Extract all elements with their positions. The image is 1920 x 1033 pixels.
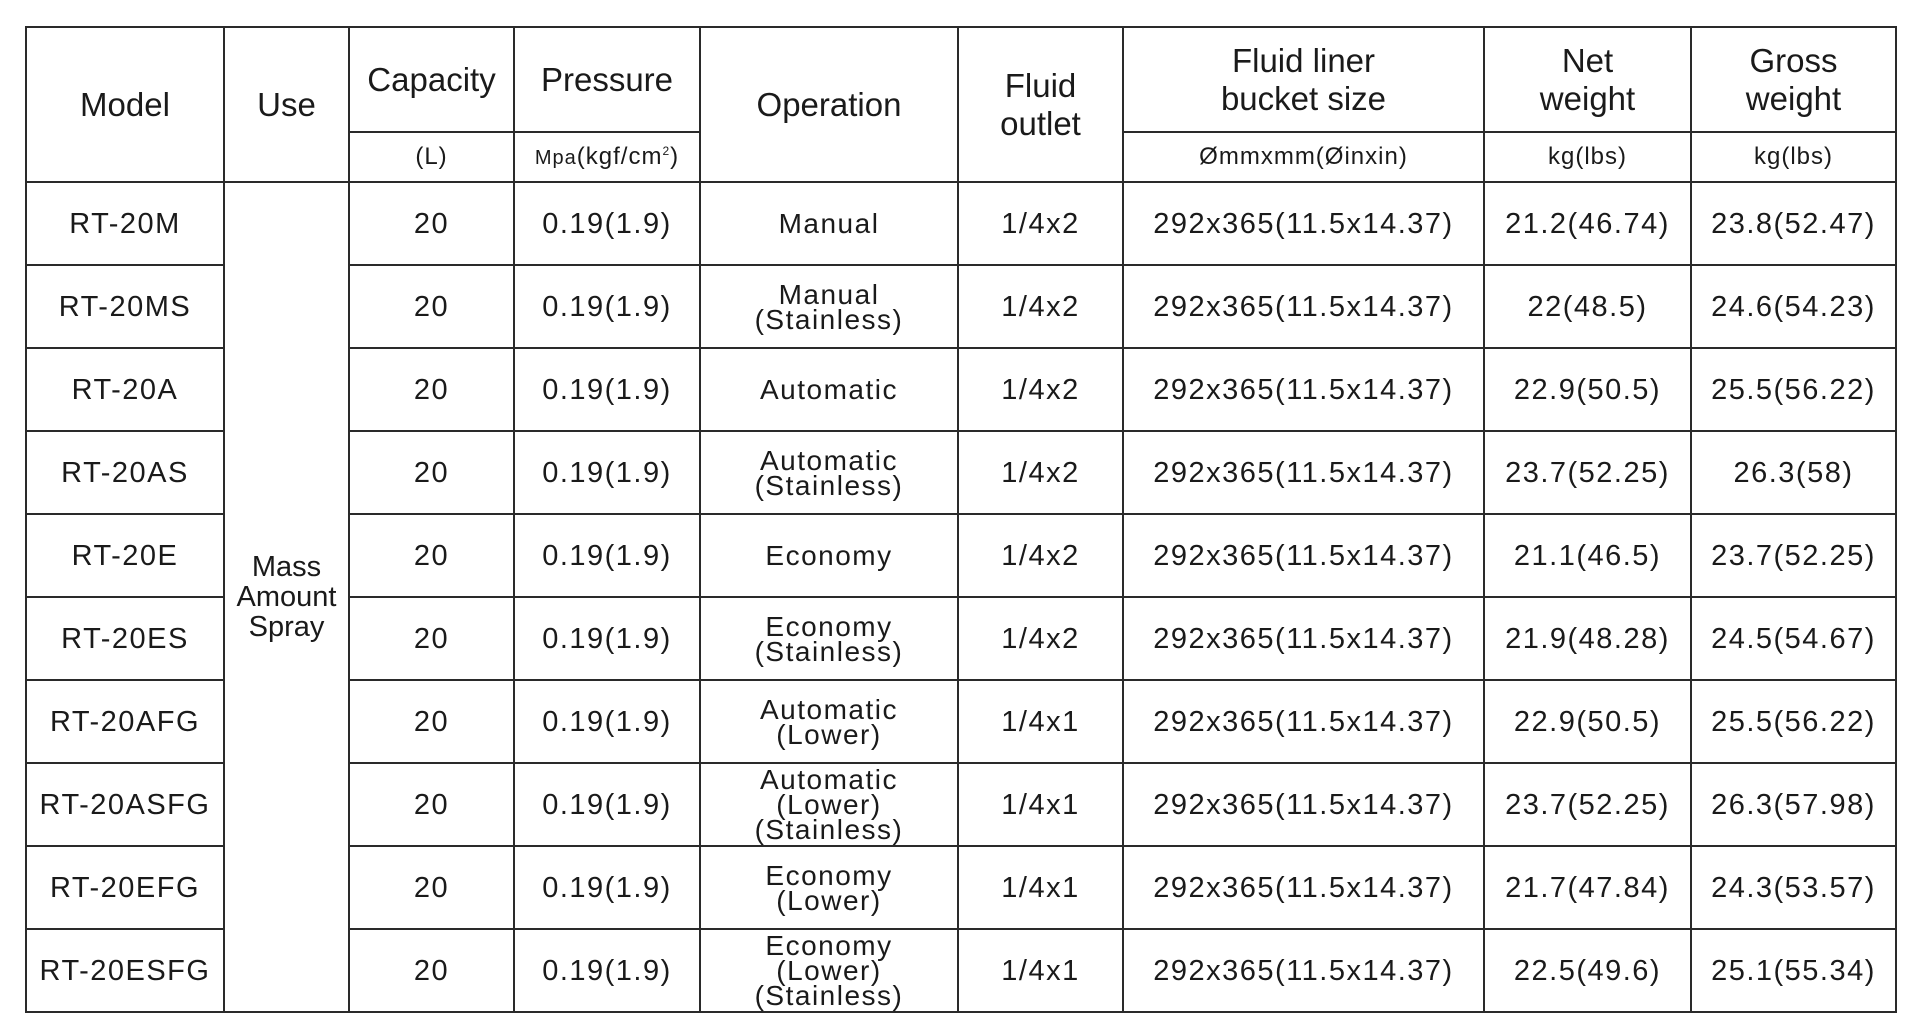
cell-net-weight: 22.9(50.5) xyxy=(1484,348,1691,431)
cell-operation-line: (Lower) xyxy=(776,718,882,750)
cell-operation xyxy=(700,431,958,514)
cell-operation xyxy=(700,597,958,680)
cell-fluid-outlet: 1/4x2 xyxy=(958,182,1123,265)
cell-model: RT-20ES xyxy=(26,597,224,680)
cell-gross-weight: 23.8(52.47) xyxy=(1691,182,1896,265)
cell-bucket-size: 292x365(11.5x14.37) xyxy=(1123,514,1484,597)
cell-model: RT-20AFG xyxy=(26,680,224,763)
cell-gross-weight: 26.3(58) xyxy=(1691,431,1896,514)
header-fluid-outlet-line1: Fluid xyxy=(1004,66,1077,104)
cell-fluid-outlet: 1/4x2 xyxy=(958,431,1123,514)
cell-operation-line: (Stainless) xyxy=(754,635,904,667)
cell-use-line: Amount xyxy=(236,581,337,613)
cell-net-weight: 21.9(48.28) xyxy=(1484,597,1691,680)
header-bucket-line1: Fluid liner xyxy=(1231,41,1376,79)
cell-operation-line: Economy xyxy=(765,540,893,571)
cell-fluid-outlet: 1/4x1 xyxy=(958,680,1123,763)
header-operation: Operation xyxy=(700,27,958,182)
header-bucket-size xyxy=(1123,27,1484,132)
header-net-line1: Net xyxy=(1561,41,1614,79)
table-row xyxy=(26,182,1896,265)
cell-use-line: Spray xyxy=(248,611,325,643)
unit-pressure-body: (kgf/cm xyxy=(576,143,663,170)
cell-operation-line: Automatic xyxy=(760,764,898,795)
header-net-line2: weight xyxy=(1539,79,1636,117)
cell-pressure: 0.19(1.9) xyxy=(514,431,700,514)
cell-pressure: 0.19(1.9) xyxy=(514,763,700,846)
cell-gross-weight: 24.6(54.23) xyxy=(1691,265,1896,348)
cell-net-weight: 21.1(46.5) xyxy=(1484,514,1691,597)
cell-pressure: 0.19(1.9) xyxy=(514,680,700,763)
header-gross-line2: weight xyxy=(1745,79,1842,117)
spec-table xyxy=(25,26,1897,1013)
cell-capacity: 20 xyxy=(349,763,514,846)
cell-net-weight: 22.9(50.5) xyxy=(1484,680,1691,763)
header-model: Model xyxy=(26,27,224,182)
cell-pressure: 0.19(1.9) xyxy=(514,348,700,431)
cell-gross-weight: 25.5(56.22) xyxy=(1691,348,1896,431)
cell-model: RT-20EFG xyxy=(26,846,224,929)
cell-fluid-outlet: 1/4x2 xyxy=(958,514,1123,597)
cell-fluid-outlet: 1/4x2 xyxy=(958,348,1123,431)
cell-model: RT-20AS xyxy=(26,431,224,514)
cell-gross-weight: 26.3(57.98) xyxy=(1691,763,1896,846)
cell-capacity: 20 xyxy=(349,680,514,763)
header-fluid-outlet-line2: outlet xyxy=(1000,104,1081,142)
cell-pressure: 0.19(1.9) xyxy=(514,265,700,348)
cell-gross-weight: 25.1(55.34) xyxy=(1691,929,1896,1012)
header-capacity: Capacity xyxy=(349,27,514,132)
cell-bucket-size: 292x365(11.5x14.37) xyxy=(1123,265,1484,348)
cell-operation-line: (Lower) xyxy=(776,955,882,986)
cell-capacity: 20 xyxy=(349,514,514,597)
table-body xyxy=(26,182,1896,1012)
cell-capacity: 20 xyxy=(349,182,514,265)
cell-operation-line: Automatic xyxy=(760,374,898,405)
header-use: Use xyxy=(224,27,349,182)
cell-operation xyxy=(700,182,958,265)
cell-operation xyxy=(700,846,958,929)
cell-capacity: 20 xyxy=(349,597,514,680)
cell-net-weight: 23.7(52.25) xyxy=(1484,763,1691,846)
unit-pressure xyxy=(514,132,700,182)
cell-net-weight: 22.5(49.6) xyxy=(1484,929,1691,1012)
cell-bucket-size: 292x365(11.5x14.37) xyxy=(1123,763,1484,846)
cell-operation-line: Economy xyxy=(765,930,893,961)
cell-operation xyxy=(700,265,958,348)
header-bucket-line2: bucket size xyxy=(1220,79,1387,117)
cell-bucket-size: 292x365(11.5x14.37) xyxy=(1123,680,1484,763)
cell-operation-line: (Lower) xyxy=(776,789,882,820)
cell-operation xyxy=(700,763,958,846)
cell-operation-line: Automatic xyxy=(760,693,898,725)
cell-pressure: 0.19(1.9) xyxy=(514,182,700,265)
cell-operation-line: Economy xyxy=(765,859,893,891)
cell-net-weight: 21.2(46.74) xyxy=(1484,182,1691,265)
cell-fluid-outlet: 1/4x2 xyxy=(958,597,1123,680)
cell-operation-line: Economy xyxy=(765,610,893,642)
cell-bucket-size: 292x365(11.5x14.37) xyxy=(1123,182,1484,265)
cell-net-weight: 21.7(47.84) xyxy=(1484,846,1691,929)
cell-model: RT-20ASFG xyxy=(26,763,224,846)
cell-gross-weight: 25.5(56.22) xyxy=(1691,680,1896,763)
unit-capacity: (L) xyxy=(349,132,514,182)
cell-model: RT-20ESFG xyxy=(26,929,224,1012)
cell-bucket-size: 292x365(11.5x14.37) xyxy=(1123,348,1484,431)
cell-fluid-outlet: 1/4x1 xyxy=(958,763,1123,846)
cell-fluid-outlet: 1/4x2 xyxy=(958,265,1123,348)
cell-capacity: 20 xyxy=(349,348,514,431)
cell-model: RT-20MS xyxy=(26,265,224,348)
cell-pressure: 0.19(1.9) xyxy=(514,929,700,1012)
cell-net-weight: 22(48.5) xyxy=(1484,265,1691,348)
cell-pressure: 0.19(1.9) xyxy=(514,514,700,597)
unit-pressure-suffix: ) xyxy=(670,143,680,170)
cell-use-line: Mass xyxy=(251,551,322,583)
cell-operation xyxy=(700,348,958,431)
cell-capacity: 20 xyxy=(349,265,514,348)
cell-fluid-outlet: 1/4x1 xyxy=(958,929,1123,1012)
cell-operation-line: Automatic xyxy=(760,444,898,476)
cell-operation-line: Manual xyxy=(778,208,880,239)
cell-pressure: 0.19(1.9) xyxy=(514,597,700,680)
cell-net-weight: 23.7(52.25) xyxy=(1484,431,1691,514)
cell-capacity: 20 xyxy=(349,431,514,514)
cell-pressure: 0.19(1.9) xyxy=(514,846,700,929)
header-pressure: Pressure xyxy=(514,27,700,132)
unit-pressure-sup: 2 xyxy=(662,144,671,158)
cell-bucket-size: 292x365(11.5x14.37) xyxy=(1123,929,1484,1012)
cell-operation xyxy=(700,514,958,597)
cell-operation-line: Manual xyxy=(778,278,880,310)
cell-gross-weight: 24.5(54.67) xyxy=(1691,597,1896,680)
cell-operation-line: (Stainless) xyxy=(754,980,904,1011)
cell-gross-weight: 24.3(53.57) xyxy=(1691,846,1896,929)
header-row xyxy=(26,27,1896,132)
unit-net: kg(lbs) xyxy=(1484,132,1691,182)
cell-gross-weight: 23.7(52.25) xyxy=(1691,514,1896,597)
header-fluid-outlet xyxy=(958,27,1123,182)
cell-bucket-size: 292x365(11.5x14.37) xyxy=(1123,846,1484,929)
cell-bucket-size: 292x365(11.5x14.37) xyxy=(1123,597,1484,680)
cell-operation-line: (Stainless) xyxy=(754,469,904,501)
cell-fluid-outlet: 1/4x1 xyxy=(958,846,1123,929)
unit-bucket: Ømmxmm(Øinxin) xyxy=(1123,132,1484,182)
header-net-weight xyxy=(1484,27,1691,132)
unit-gross: kg(lbs) xyxy=(1691,132,1896,182)
header-gross-weight xyxy=(1691,27,1896,132)
cell-operation-line: (Lower) xyxy=(776,884,882,916)
cell-operation xyxy=(700,929,958,1012)
cell-model: RT-20A xyxy=(26,348,224,431)
cell-capacity: 20 xyxy=(349,846,514,929)
cell-operation xyxy=(700,680,958,763)
cell-bucket-size: 292x365(11.5x14.37) xyxy=(1123,431,1484,514)
cell-model: RT-20M xyxy=(26,182,224,265)
cell-capacity: 20 xyxy=(349,929,514,1012)
cell-operation-line: (Stainless) xyxy=(754,303,904,335)
header-gross-line1: Gross xyxy=(1749,41,1838,79)
cell-model: RT-20E xyxy=(26,514,224,597)
cell-use xyxy=(224,182,349,1012)
cell-operation-line: (Stainless) xyxy=(754,814,904,845)
unit-pressure-prefix: Mpa xyxy=(534,147,577,169)
